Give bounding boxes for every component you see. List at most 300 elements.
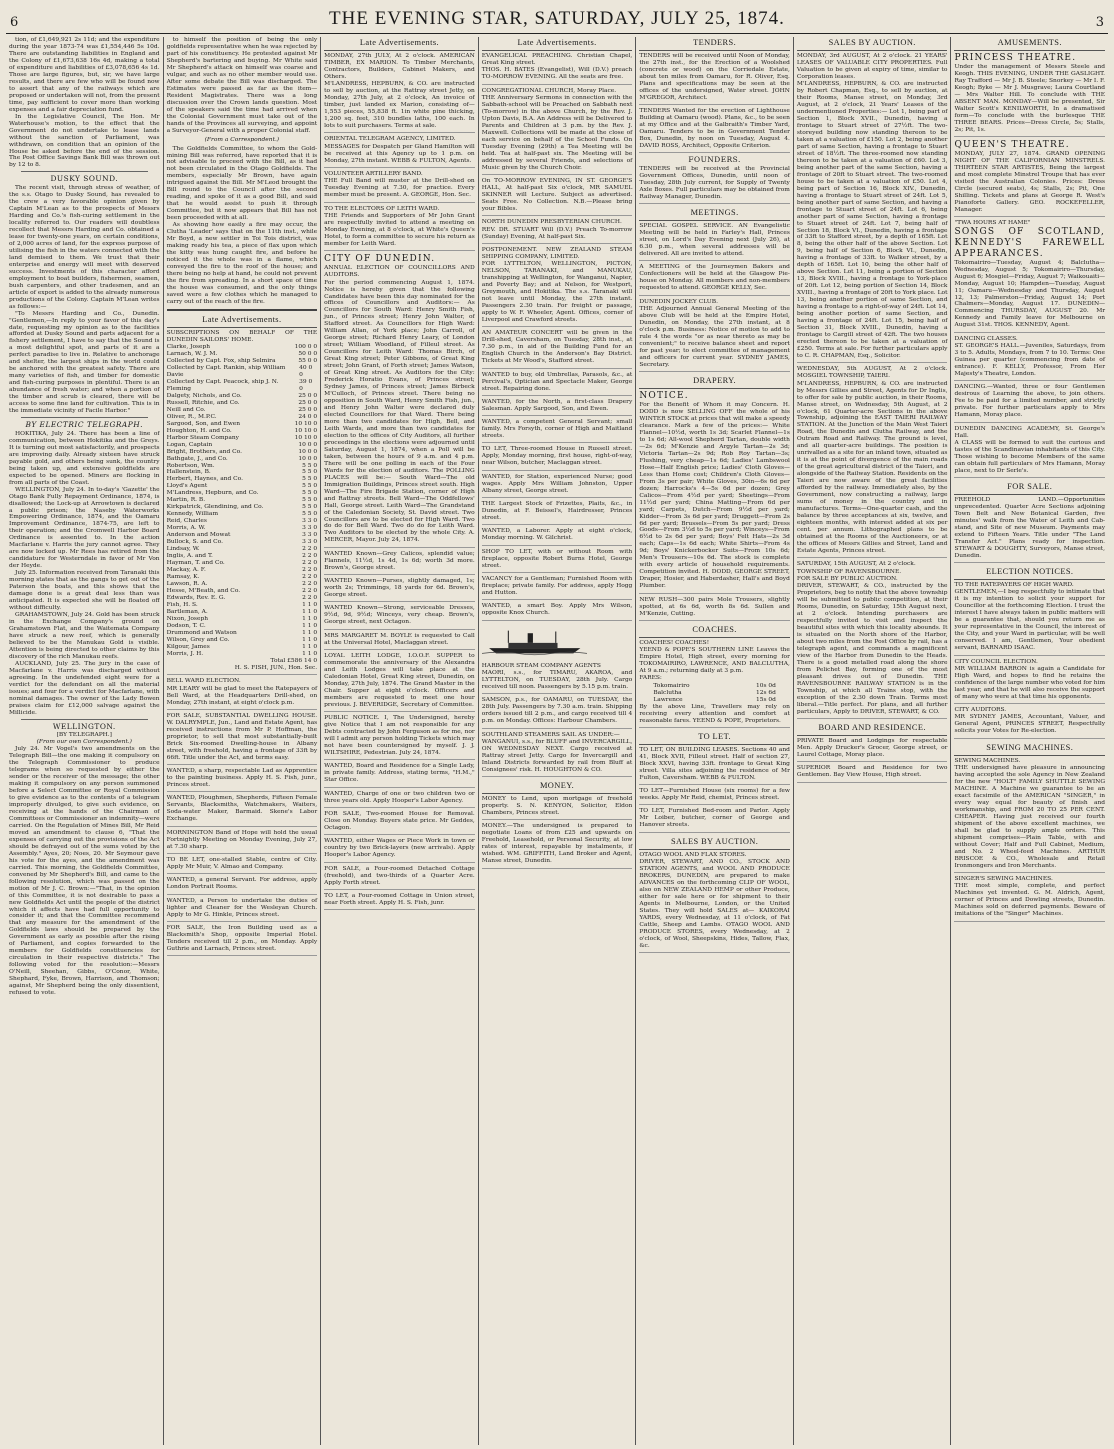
row-label: Hayman, T. and Co. <box>166 560 225 567</box>
masthead <box>6 8 1108 34</box>
ad-heading: DANCING CLASSES. <box>954 335 1018 342</box>
row-value: 10 0 0 <box>298 448 318 455</box>
table-row <box>167 651 318 658</box>
section-heading-sales: SALES BY AUCTION. <box>639 836 790 850</box>
ad-heading: HARBOUR STEAM COMPANY AGENTS <box>481 662 601 669</box>
small-advert <box>797 738 948 762</box>
table-row <box>167 400 318 407</box>
section-heading-coaches: COACHES. <box>639 624 790 638</box>
ad-body: WANTED, a general Servant. For address, apply London Portrait Rooms. <box>166 877 318 891</box>
row-label: M'Landress, Hepburn, and Co. <box>166 490 259 497</box>
row-label: Larnach, W. J. M. <box>166 351 218 358</box>
ad-body: TO LET, Three-roomed House in Russell street. Apply, Monday morning, first house, right-of-way, near Wilson, butcher, Maclaggan street. <box>481 446 633 467</box>
row-value: 3 3 0 <box>302 518 318 525</box>
section-heading-late-ads: Late Advertisements. <box>324 37 475 51</box>
row-label: Morris, J. H. <box>166 650 204 657</box>
row-label: Mackay, A. F. <box>166 567 206 574</box>
small-ads <box>324 551 475 650</box>
ad-body: LOYAL LEITH LODGE, I.O.O.F. SUPPER to commemorate the anniversary of the Alexandra and Leith Lodges will take place at the Caledonian Hotel, Great King street, Dunedin, on Monday, 27th July, 1874. The Grand Master in the Chair. Supper at eight o'clock. Officers and members are requested to meet one hour previous. J. BEVERIDGE, Secretary of Committee. <box>324 653 475 708</box>
telegram: July 24. Mr Vogel's two amendments on the Telegraph Bill—the one making it compulsory on the Telegraph Commissioner to produce telegrams when so requested by either the sender or the receiver of the message; the other making it compulsory on any person summoned before a Select Committee or Royal Commission to give evidence as to the contents of a telegram improperly divulged, to give such evidence, on receiving at the hands of the Chairman of Committees or Commissioner an indemnity—were carried. On the Regulation of Mines Bill, Mr Reid moved an amendment to clause 6, "That the expenses of carrying out the provisions of the Act should be defrayed out of the sums voted by the Assembly." Ayes, 20; Noes, 20. Mr Seymour gave his vote for the ayes, and the amendment was carried. This morning, the Goldfields Committee, convened by Mr Shepherd's Bill, and came to the following resolution, which was passed on the motion of Mr J. C. Brown:—"That, in the opinion of this Committee, it is not desirable to pass a new Goldfields Act until the people of the district which it affects have had full opportunity to consider it; and that the Committee recommend that any measure for the amendment of the Goldfields laws should be prepared by the Government as early as possible after the rising of Parliament, and copies forwarded to the members for Goldfields constituencies for circulation in their respective districts." The following voted for the resolution:—Messrs O'Neill, Sheehan, Gibbs, O'Conor, White, Shephard, Fyke, Brown, Harrison, and Thomson; against, Mr Shepherd being the only dissentient, refused to vote. <box>9 746 160 997</box>
small-advert <box>482 528 633 545</box>
ad-body: MR LEARY will be glad to meet the Ratepayers of Bell Ward, at the Headquarters Drill-shed, on Monday, 27th instant, at eight o'clock p.m. <box>166 685 318 706</box>
ad-body: THE Friends and Supporters of Mr John Grant are respectfully invited to attend a meeting on Monday Evening, at 8 o'clock, at White's Queen's Hotel, to form a committee to secure his return as member for Leith Ward. <box>324 213 475 247</box>
table-row <box>167 644 318 651</box>
ad-heading: CITY OF DUNEDIN. <box>324 254 436 265</box>
row-label: Lloyd's Agent <box>166 483 208 490</box>
row-label: Bullock, S. and Co. <box>166 539 223 546</box>
table-row <box>167 581 318 588</box>
ad-body: THE undersigned have pleasure in announcing having accepted the sole Agency in New Zealand for the new "HOLT" FAMILY SHUTTLE SEWING MACHINE. A Machine we guarantee to be an exact facsimile of the AMERICAN "SINGER," in every way equal for beauty of finish and workmanship, and FROM 20 TO 25 PER CENT. CHEAPER. Having just received our fourth shipment of the above excellent machines, we shall be glad to supply ample orders. This shipment comprises—Plain Table, with and without Cover; Half and Full Cabinet, Medium, and No. 2 Wheel-feed Machines. ARTHUR BRISCOE & CO., Wholesale and Retail Ironmongers and Iron Merchants. <box>954 765 1106 869</box>
ad-body: Tokomairiro—Tuesday, August 4; Balclutha—Wednesday, August 5; Tokomairiro—Thursday, August 6; Mosgiel—Friday, August 7; Waikouaiti—Monday, August 10; Hampden—Tuesday, August 11; Oamaru—Wednesday and Thursday, August 12, 13; Palmerston—Friday, August 14; Port Chalmers—Monday, August 17. DUNEDIN—Commencing THURSDAY, AUGUST 20. Mr Kennedy and Family leave for Melbourne on August 31st. THOS. KENNEDY, Agent. <box>954 259 1106 329</box>
section-heading-drapery: DRAPERY. <box>639 375 790 389</box>
advert-bell-ward <box>167 678 318 710</box>
ad-body: A CLASS will be formed to suit the curious and tastes of the Scandinavian inhabitants of this City. Those wishing to become Members of the same can obtain full particulars of Mrs Hamann, Moray place, next to Dr Serle's. <box>954 439 1106 474</box>
advert-amateur-concert <box>482 330 633 368</box>
ad-heading: SUBSCRIPTIONS ON BEHALF OF THE DUNEDIN SAILORS' HOME. <box>166 329 318 343</box>
row-label: Herbert, Haynes, and Co. <box>166 476 243 483</box>
row-value: 5 5 0 <box>302 490 318 497</box>
table-row <box>167 518 318 525</box>
ad-body: WANTED to buy, old Umbrellas, Parasols, &c., at Percival's, Optician and Spectacle Maker, George street. Repairing done. <box>481 371 633 392</box>
small-advert <box>167 877 318 894</box>
advert-high-ward <box>954 582 1105 655</box>
row-label: Harbor Steam Company <box>166 434 239 441</box>
row-label: Neill and Co. <box>166 406 206 413</box>
advert-ravensbourne <box>797 561 948 719</box>
row-value: 39 0 0 <box>299 378 313 392</box>
telegram: GRAHAMSTOWN, July 24. Gold has been struck in the Exchange Company's ground on Grahamstown Flat, and the Waitemata Company have struck a new reef, which is generally believed to be the Manukau Gold is visible. Attention is being directed to other claims by this discovery of the rich Manukau reefs. <box>9 612 160 660</box>
ad-body: SPECIAL GOSPEL SERVICE. AN Evangelistic Meeting will be held in Farley's Hall, Princes street, on Lord's Day Evening next (July 26), at 6.30 p.m., when several addresses will be delivered. All are invited to attend. <box>639 223 790 258</box>
ad-body: SAMSON, p.s., for OAMARU, on TUESDAY, the 28th July. Passengers by 7.30 a.m. train. Shipping orders issued till 2 p.m., and cargo received till 4 p.m. on Monday. Offices: Harbour Chambers. <box>481 697 633 725</box>
row-label: Hesse, M'Beath, and Co. <box>166 587 241 594</box>
ad-heading: MONDAY, 27th JULY, At 2 o'clock. AMERICAN TIMBER, EX MARION. To Timber Merchants, Contractors, Builders, Cabinet Makers, and Others. <box>324 52 475 80</box>
advert-congregational <box>482 88 633 175</box>
table-row <box>167 630 318 637</box>
ad-heading: TO THE ELECTORS OF LEITH WARD. <box>324 205 440 212</box>
row-label: Collected by Capt. Rankin, ship William Davie <box>166 364 286 378</box>
section-heading-dusky-sound: DUSKY SOUND. <box>50 174 119 184</box>
ad-subheading: TOWNSHIP OF RAVENSBOURNE. <box>796 568 902 575</box>
advert-dancing-academy <box>954 426 1105 479</box>
steamship-icon <box>482 627 587 657</box>
ad-body: WANTED, a sharp, respectable Lad as Apprentice to the painting business. Apply H. S. Fish, junr., Princes street. <box>166 768 318 789</box>
column-2 <box>164 37 322 1445</box>
ad-body: WANTED, Ploughmen, Shepherds, Fifteen Female Servants, Blacksmiths, Watchmakers, Waiters, Soda-water Maker, Barmaid. Skene's Labor Exchange. <box>166 795 318 823</box>
advert-dancing-wanted <box>954 384 1105 422</box>
row-value: 100 0 0 <box>294 344 318 351</box>
advert-house-sale <box>167 713 318 765</box>
row-label: Lawson, R. A. <box>166 580 208 587</box>
advert-st-georges-hall <box>482 178 633 216</box>
table-row <box>167 616 318 623</box>
table-row <box>167 483 318 490</box>
ad-body: DRIVER, STEWART, AND CO., STOCK AND STATION AGENTS, and WOOL AND PRODUCE BROKERS, DUNEDIN, are prepared to make ADVANCES on the forthcoming CLIP OF WOOL, also on NEW ZEALAND HEMP or other Produce, either for sale here or for shipment to their Agents in Melbourne, London, or the United States. They will hold SALES at— KAIKORAI YARDS, every Wednesday, at 11 o'clock, of Fat Cattle, Sheep and Lambs. OTAGO WOOL AND PRODUCE STORES, every Wednesday, at 2 o'clock, of Wool, Sheepskins, Hides, Tallow, Flax, &c. <box>639 859 790 949</box>
row-label: Inglis, A. and T. <box>166 553 213 560</box>
small-advert <box>482 372 633 396</box>
advert-city-election <box>324 254 475 548</box>
ad-heading: TO THE RATEPAYERS OF HIGH WARD. <box>954 582 1074 589</box>
ad-body: TO LET, Furnished Bed-room and Parlor. Apply Mr Loiber, butcher, corner of George and Hanover streets. <box>639 808 790 829</box>
section-heading-late-ads: Late Advertisements. <box>167 314 318 328</box>
row-value: 25 0 0 <box>298 392 318 399</box>
section-heading-election: ELECTION NOTICES. <box>954 566 1105 580</box>
table-row <box>167 539 318 546</box>
small-advert <box>482 446 633 470</box>
ad-body: YEEND & POPE'S SOUTHERN LINE Leaves the Empire Hotel, High street, every morning for TOKOMAIRIRO, LAWRENCE, AND BALCLUTHA, At 9 a.m.; returning daily at 3 p.m. <box>639 647 790 675</box>
row-label: Bathgate, J., and Co. <box>166 455 228 462</box>
row-label: Anderson and Mowat <box>166 532 231 539</box>
table-row <box>167 365 318 379</box>
telegram: HOKITIKA, July 24. There has been a line of communication, between Hokitika and the Greys. It is turning out most satisfactorily, and prospects are improving daily. Already sixteen have struck payable gold, and others being sunk, the country being taken up, and extensive goldfields are expected to be opened. Miners are flocking in from all parts of the Coast. <box>9 430 160 486</box>
table-row <box>167 351 318 358</box>
ad-body: SUPERIOR Board and Residence for two Gentlemen. Bay View House, High street. <box>796 765 948 779</box>
advert-harbour-steam <box>482 663 633 695</box>
table-row <box>167 442 318 449</box>
divider <box>21 417 148 418</box>
telegram: AUCKLAND, July 25. The jury in the case of Macfarlane v. Harris was discharged without agreeing. In the undefended eight were for a verdict for the defendant on all the material issues; and four for a verdict for Macfarlane, with nominal damages. The owner of the Lady Bowen praises claim for £12,000 salvage against the Millicide. <box>9 660 160 716</box>
row-value: 2 2 0 <box>302 560 318 567</box>
divider <box>167 309 318 311</box>
ad-body: WANGANUI, s.s., for BLUFF and INVERCARGILL, ON WEDNESDAY NEXT. Cargo received at Rattray street Jetty. Cargo for Invercargill and Inland Districts forwarded by rail from Bluff at Consignees' risk. H. HOUGHTON & CO. <box>481 738 633 773</box>
row-label: Dodson, T. C. <box>166 622 206 629</box>
row-label: Drummond and Watson <box>166 629 237 636</box>
fares-heading: FARES: <box>639 675 662 682</box>
ad-heading: EVANGELICAL PREACHING. Christian Chapel, Great King street. <box>481 52 633 66</box>
ad-body: MRS MARGARET M. BOYLE is requested to Call at the Universal Hotel, Maclaggan street. <box>324 632 475 646</box>
ad-heading: PRINCESS THEATRE. <box>954 52 1077 63</box>
ad-body: SHOP TO LET, with or without Room with fireplace, opposite Robert Burns Hotel, George street. <box>481 548 633 569</box>
small-advert <box>167 857 318 874</box>
article-para: to himself the position of being the only goldfields representative when he was rejected by part of his constituency. He protested against Mr Shepherd's bartering and buying. Mr White said Mr Shepherd's attack on himself was coarse and vulgar, and such as no other member would use. After some debate the Bill was discharged. The Estimates were passed as far as the item—Resident Magistrates. There was a long discussion over the Crown lands question. Most of the speakers said the time had arrived when the Colonial Government must take out of the hands of the Provinces all surveying, and appoint a Surveyor-General with a proper Colonial staff. <box>166 37 318 134</box>
advert-freehold <box>954 497 1105 563</box>
table-row <box>167 595 318 602</box>
table-row <box>167 344 318 351</box>
table-row <box>167 421 318 428</box>
table-row <box>167 449 318 456</box>
table-row <box>167 414 318 421</box>
small-advert <box>482 603 633 620</box>
small-advert <box>324 551 475 575</box>
ad-heading: CITY COUNCIL ELECTION. <box>954 658 1038 665</box>
table-row <box>167 637 318 644</box>
row-label: Houghton, H. and Co. <box>166 427 232 434</box>
ad-body: TO BE LET, one-stalled Stable, centre of City. Apply Mr Muir, V. Almao and Company. <box>166 857 318 871</box>
ad-subheading: FOR SALE BY PUBLIC AUCTION. <box>796 575 898 582</box>
row-label: Collected by Capt. Fox, ship Selmira <box>166 357 276 364</box>
advert-tender <box>639 108 790 153</box>
row-label: Kilgour, James <box>166 643 210 650</box>
small-advert <box>324 578 475 602</box>
ad-body: M'LANDRESS, HEPBURN, & CO. are instructed to sell by auction, at the Rattray street Jetty, on Monday, 27th July, at 2 o'clock, An invoice of timber, just landed ex Marion, consisting of—1,553 pieces, 55,838 ft. 1in white pine thicking, 1,200 sq. feet, 310 bundles laths, 100 each. In lots to suit purchasers. Terms at sale. <box>324 81 475 129</box>
advert-tender <box>639 53 790 105</box>
column-1 <box>6 37 164 1445</box>
row-label: Bright, Brothers, and Co. <box>166 448 242 455</box>
ad-heading: DUNEDIN DANCING ACADEMY, St. George's Hall. <box>954 425 1106 439</box>
ad-body: REV. DR. STUART Will (D.V.) Preach To-morrow (Sunday) Evening, At half-past Six. <box>481 226 633 240</box>
small-advert <box>324 791 475 808</box>
row-label: Collected by Capt. Peacock, ship J. N. Fleming <box>166 378 279 392</box>
ad-heading: CITY AUDITORS. <box>954 707 1007 714</box>
ad-body: VACANCY for a Gentleman; Furnished Room with fireplace; private family. For address, apply Hogg and Hutton. <box>481 576 633 596</box>
small-advert <box>482 474 633 498</box>
advert-loyal-leith-lodge <box>324 653 475 712</box>
ad-body: WANTED, Board and Residence for a Single Lady, in private family. Address, stating terms, "H.M.," Star Office. <box>324 763 475 784</box>
ad-body: By the above Line, Travellers may rely on receiving every attention and comfort at reasonable fares. YEEND & POPE, Proprietors. <box>639 703 790 724</box>
row-label: Sargood, Son, and Ewen <box>166 420 241 427</box>
ad-body: THE Anniversary Sermons in connection with the Sabbath-school will be Preached on Sabbath next (To-morrow) in the above Church, by the Rev. J. Upton Davis, B.A. An Address will be Delivered to Parents and Children at 3 p.m. by the Rev. J. Maxwell. Collections will be made at the close of each service on behalf of the School Funds. On Tuesday Evening (29th) a Tea Meeting will be held. Tea at half-past six. The Meeting will be addressed by several Friends, and selections of Music given by the Church Choir. <box>481 94 633 171</box>
row-label: Balclutha <box>653 689 682 696</box>
small-advert <box>167 795 318 826</box>
small-advert <box>797 765 948 782</box>
row-label: Morris, A. W. <box>166 525 206 532</box>
small-advert <box>482 419 633 443</box>
row-value: 50 0 0 <box>298 351 318 358</box>
row-label: Logan, Captain <box>166 441 213 448</box>
small-advert <box>324 605 475 629</box>
table-row <box>167 553 318 560</box>
row-value: 1 1 0 <box>302 622 318 629</box>
ad-body: FOR SALE, Two-roomed House for Removal. Close on Monday. Buyers state price. Mr Geddes, Octagon. <box>324 810 475 831</box>
ad-body: AN AMATEUR CONCERT will be given in the Drill-shed, Caversham, on Tuesday, 28th inst., at 7.30 p.m., in aid of the Building Fund for an English Church in the Anderson's Bay District. Tickets at Mr Wood's, Stafford street. <box>481 330 633 365</box>
article-para: The Goldfields Committee, to whom the Gold-mining Bill was referred, have reported that it is not advisable to proceed with the Bill, as it had not been circulated in the Otago Goldfields. The members, especially Mr Brown, have again intrigued against the Bill. Mr M'Leod brought the Bill round to the Council after the second reading, and spoke of it as a good Bill, and said that he would assist to push it through Committee, but it now appears that Bill has not been proceeded with at all. <box>166 145 318 222</box>
table-row <box>167 504 318 511</box>
table-row <box>167 490 318 497</box>
advert-new-rush <box>639 597 790 621</box>
ad-body: FOR LYTTELTON, WELLINGTON, PICTON, NELSON, TARANAKI, and MANUKAU, transhipping at Wellington, for Wanganui, Napier, and Poverty Bay; and at Nelson, for Westport, Greymouth, and Hokitika. The s.s. Taranaki will not leave until Monday, the 27th instant. Passengers 2.30 train. For freight or passage, apply to W. F. Wheeler, Agent. Offices, corner of Liverpool and Crawford streets. <box>481 261 633 323</box>
advert-volunteer-band <box>324 171 475 203</box>
row-value: 2 2 0 <box>302 567 318 574</box>
advert-timber-auction <box>324 53 475 133</box>
column-7 <box>951 37 1108 1445</box>
row-value: 3 3 0 <box>302 532 318 539</box>
row-label: Edwards, Rev. E. G. <box>166 594 226 601</box>
subscription-rows <box>167 344 318 658</box>
fares-table <box>639 683 790 704</box>
table-row <box>167 469 318 476</box>
table-row <box>167 609 318 616</box>
ad-body: WANTED, a Person to undertake the duties of lighter and Cleaner for the Wesleyan Church. Apply to Mr G. Hinkle, Princes street. <box>166 897 318 918</box>
ad-subheading: SONGS OF SCOTLAND, KENNEDY'S FAREWELL APPEARANCES. <box>954 227 1106 259</box>
ad-body: M'LANDRESS, HEPBURN, & CO. are instructed by Messrs Gillies and Street, Agents for Dr Inglis, to offer for sale by public auction, in their Rooms, Manse street, on Wednesday, 5th August, at 2 o'clock, 61 Quarter-acre Sections in the above Township, adjoining the EAST TAIERI RAILWAY STATION. At the Junction of the Main West Taieri Road, the Dunedin and Clutha Railway, and the Outram Road and Railway. The ground is level, and all quarter-acre buildings. The position is unrivalled as a site for an inland town, situated as it is at the point of divergence of the main roads of the great agricultural district of the Taieri, and alongside of the Railway Station. Residents on the Taieri are now aware of the great facilities afforded by the railway. Immediately also, by the Government, now constructing a railway, large sums of money in the country and in manufactures. Terms—One-quarter cash, and the balance by three acceptances at six, twelve, and eighteen months, with interest added at six per cent. per annum. Lithographed plans to be obtained at the Rooms of the Auctioneers, or at the offices of Messrs Gillies and Street, Land and Estate Agents, Princes street. <box>796 380 948 554</box>
ad-heading: NOTICE. <box>639 391 689 402</box>
small-ads <box>324 763 475 910</box>
columns <box>6 37 1108 1445</box>
section-heading-for-sale: FOR SALE. <box>954 481 1105 495</box>
page-number-right: 3 <box>1095 15 1104 30</box>
row-value: 5 5 0 <box>302 497 318 504</box>
advert-presbyterian <box>482 219 633 244</box>
advert-singer <box>954 876 1105 922</box>
divider <box>21 719 148 720</box>
row-value: 2 2 0 <box>302 553 318 560</box>
ad-heading: OTAGO WOOL AND FLAX STORES. <box>639 851 747 858</box>
ad-heading: SATURDAY, 15th AUGUST, At 2 o'clock. <box>796 561 916 568</box>
row-value: 5 5 0 <box>302 511 318 518</box>
row-label: Lindsay, W. <box>166 546 200 553</box>
row-label: Fish, H. S. <box>166 601 198 608</box>
section-heading-wellington: WELLINGTON. <box>52 721 116 731</box>
ad-heading: SINGER'S SEWING MACHINES. <box>954 875 1053 882</box>
small-advert <box>482 399 633 416</box>
divider <box>21 171 148 172</box>
row-value: 10 10 0 <box>294 427 318 434</box>
ad-body: MONEY to Lend, upon mortgage of freehold property. S. N. KENYON, Solicitor, Eldon Chambers, Princes street. <box>481 796 633 816</box>
row-value: 1 1 0 <box>302 608 318 615</box>
row-value: 25 0 0 <box>298 406 318 413</box>
row-label: Hallenstein, B. <box>166 469 211 476</box>
advert-otago-wool <box>639 852 790 953</box>
ad-body: WANTED Known—Purses, slightly damaged, 1s; worth 2s; Trimmings, 18 yards for 6d. Brown's, George street. <box>324 578 475 599</box>
ad-heading: CONGREGATIONAL CHURCH, Moray Place. <box>481 87 617 94</box>
row-label: Tokomairiro <box>653 682 690 689</box>
small-advert <box>639 808 790 832</box>
section-heading-money: MONEY. <box>482 780 633 794</box>
row-value: 10 10 0 <box>294 434 318 441</box>
row-value: 15s 0d <box>755 696 776 703</box>
newspaper-title: THE EVENING STAR, SATURDAY, JULY 25, 1874. <box>329 8 785 29</box>
ad-body: THE Largest Stock of Frizettes, Plaits, &c., in Dunedin, at F. Beissel's, Hairdresser, Princes street. <box>481 501 633 522</box>
column-4 <box>479 37 637 1445</box>
ad-body: MR WILLIAM BARRON is again a Candidate for High Ward, and hopes to find he retains the confidence of the large number who voted for him last year, and that he will also receive the support of many who were at that time his opponents. <box>954 665 1106 700</box>
subscription-total: Total £586 14 0 <box>270 657 318 664</box>
ad-body: MONDAY, JULY 27, 1874. GRAND OPENING NIGHT OF THE CALIFORNIAN MINSTRELS. THIRTEEN STAR ARTISTES, Being the largest and most complete Minstrel Troupe that has ever visited the Australian Colonies. Prices: Dress Circle (secured seats), 4s; Stalls, 2s; Pit, One Shilling. Tickets and plans at George R. West's Pianoforte Gallery. GEO. ROCKEFELLER, Manager. <box>954 150 1106 213</box>
ad-body: DRIVER, STEWART, & CO., instructed by the Proprietors, beg to notify that the above township will be submitted to public competition, at their Rooms, Dunedin, on Saturday, 15th August next, at 2 o'clock. Intending purchasers are respectfully invited to visit and inspect the beautiful sites with which this locality abounds. It is situated on the North shore of the Harbor, about two miles from the Post Office by rail, has a telegraph agent, and commands a magnificent view of the Harbor from Dunedin to the Heads. There is a good metalled road along the shore from Pelichet Bay, forming one of the most pleasant drives out of Dunedin. THE RAVENSBOURNE RAILWAY STATION is in the Township, at which all Trains stop, with the exception of the 2.30 down Train. Terms most liberal.—Title perfect. For plans, and all further particulars, Apply to DRIVER, STEWART, & CO. <box>796 583 948 715</box>
ad-heading: SEWING MACHINES. <box>954 757 1021 764</box>
table-row <box>653 683 776 690</box>
ad-body: WANTED Known—Grey Calicos, splendid value; Flannels, 11½d, 1s 4d, 1s 6d; worth 3d more. Brown's, George street. <box>324 550 475 571</box>
ad-body: GENTLEMEN,—I beg respectfully to intimate that it is my intention to solicit your support for Councillor at the forthcoming Election. I trust the interest I have always taken in public matters will be a guarantee that, should you return me as your representative in the Council, the interest of the City, and your Ward in particular, will be well conserved. I am, Gentlemen, Your obedient servant, BARNARD ISAAC. <box>954 589 1106 652</box>
advert-meeting <box>639 264 790 295</box>
advert-evangelical <box>482 53 633 85</box>
ad-body: On TO-MORROW EVENING, IN ST. GEORGE'S HALL, At half-past Six o'clock, MR SAMUEL SKINNER will Lecture. Subject as advertised. Seats Free. No Collection. N.B.—Please bring your Bibles. <box>481 177 633 212</box>
row-label: Kennedy, William <box>166 511 219 518</box>
ad-body: For the period commencing August 1, 1874. Notice is hereby given that the following Candidates have been this day nominated for the offices of Councillors and Auditors:— As Councillors for South Ward: Henry Smith Fish, jun., of Princes street; Henry John Walter, of Stafford street. As Councillors for High Ward: William Allan, of York place; John Carroll, of George street; Richard Henry Leary, of London street; William Woodland, of Filleul street. As Councillors for Leith Ward: Thomas Birch, of Great King street; Peter Gibbons, of Great King street; John Grant, of Forth street; James Watson, of Great King street. As Auditors for the City: Frederick Horatio Evans, of Princes street; Sydney James, of Princes street; James Birbeck M'Culloch, of Princes street. There being no opposition in South Ward, Henry Smith Fish, jun., and Henry John Walter were declared duly elected Councillors for that Ward. There being more than two candidates for High, Bell, and Leith Wards, and more than two candidates for election to the offices of City Auditors, all further proceedings in the elections were adjourned until Saturday, August 1, 1874, when a Poll will be taken, between the hours of 9 a.m. and 4 p.m. There will be one polling in each of the Four Wards for the election of auditors. The POLLING PLACES will be:— South Ward—The old Immigration Buildings, Princes street south. High Ward—The Fire Brigade Station, corner of High and Rattray streets. Bell Ward—The Oddfellows' Hall, George street. Leith Ward—The Grandstand of the Caledonian Society, St. David street. Two Councillors are to be elected for High Ward. Two do do for Bell Ward. Two do do for Leith Ward. Two Auditors to be elected by the whole City. A. MERCER, Mayor. July 24, 1874. <box>324 279 475 544</box>
ad-heading: COACHES! COACHES! <box>639 639 710 646</box>
table-row <box>167 602 318 609</box>
row-label: Russell, Ritchie, and Co. <box>166 399 240 406</box>
row-value: 40 0 0 <box>299 364 313 378</box>
column-3 <box>321 37 479 1445</box>
row-value: 5 5 0 <box>302 483 318 490</box>
article-para: The recent visit, through stress of weather, of the s.s. Otago to Dusky Sound, has revealed to the crew a very favorable opinion given by Captain M'Lean as to the prospects of Messrs Harding and Co.'s fish-curing settlement in the locality referred to. Our readers will doubtless recollect that Messrs Harding and Co. obtained a lease for twenty-one years, on certain conditions, of 2,000 acres of land, for the express purpose of utilising the fish in the waters connected with the land demised to them. We trust that their enterprise and energy will meet with deserved success. Investments of this character afford employment to boat builders, fishermen, seamen, bush carpenters, and other tradesmen, and an article of export is added to the already numerous productions of the Colony. Captain M'Lean writes as follows:— <box>9 185 160 310</box>
small-ads <box>639 747 790 833</box>
small-advert <box>324 633 475 650</box>
row-value: 1 1 0 <box>302 636 318 643</box>
row-value: 24 0 0 <box>298 413 318 420</box>
table-row <box>167 358 318 365</box>
ad-body: DANCING.—Wanted, three or four Gentlemen desirous of Learning the above, to join others. Fee to be paid for a limited number, and strictly private. For further particulars apply to Mrs Hamann, Moray place. <box>954 384 1106 419</box>
small-advert <box>482 796 633 820</box>
ad-body: M'LANDRESS, HEPBURN, & CO. are instructed by Robert Chapman, Esq., to sell by auction, at their Rooms, Manse street, on Monday, 3rd August, at 2 o'clock, 21 Years' Leases of the undermentioned Properties:— Lot 1, being part of Section 1, Block XVII., Dunedin, having a frontage to Stuart street of 27½ft. The two-storeyed building now standing thereon to be taken at a valuation of £150. Lot 2, being another part of same Section, having a frontage to Stuart street of 18½ft. The three-roomed now standing thereon to be taken at a valuation of £60. Lot 3, being another part of the same Section, having a frontage of 20ft to Stuart street. The two-roomed house to be taken at a valuation of £50. Lot 4, being part of Section 16, Block XIV., Dunedin, having a frontage to Stuart street of 24ft. Lot 5, being another part of same Section, and having a frontage to Stuart street of 24ft. Lot 6, being another part of same Section, having a frontage to Stuart street of 24ft. Lot 7, being half of Section 18, Block VI., Dunedin, having a frontage of 33ft to Stafford street, by a depth of 165ft. Lot 8, being the other half of the above Section. Lot 9, being half of Section 6, Block VI., Dunedin, having a frontage of 33ft. to Walker street, by a depth of 165ft. Lot 10, being the other half of above Section. Lot 11, being a portion of Section 13, Block XVIII., having a frontage to York-place of 20ft. Lot 12, being portion of Section 14, Block XVIII., having a frontage of 20ft to York place. Lot 13, being another portion of same Section, and having a frontage to a right-of-way of 24ft. Lot 14, being another portion of same Section, and having a frontage of 24ft. Lot 15, being half of Section 31, Block XVIII., Dunedin, having a frontage to Cargill street of 42ft. The two houses erected thereon to be taken at a valuation of £250. Terms at sale. For further particulars apply to C. R. CHAPMAN, Esq., Solicitor. <box>796 81 948 359</box>
row-value: 5 5 0 <box>302 504 318 511</box>
row-value: 10 10 0 <box>294 420 318 427</box>
row-label: Dalgety, Nichols, and Co. <box>166 392 242 399</box>
row-label: Wilson, Grey and Co. <box>166 636 230 643</box>
row-value: 5 5 0 <box>302 469 318 476</box>
row-value: 2 2 0 <box>302 587 318 594</box>
small-ads <box>797 738 948 783</box>
row-value: 10 0 0 <box>298 441 318 448</box>
table-row <box>167 379 318 393</box>
table-row <box>167 560 318 567</box>
row-value: 5 5 0 <box>302 462 318 469</box>
small-advert <box>482 501 633 525</box>
small-advert <box>324 866 475 890</box>
ad-heading: QUEEN'S THEATRE. <box>954 139 1070 150</box>
advert-meeting <box>639 223 790 261</box>
ad-body: FOR SALE, a Four-roomed Detached Cottage (freehold), and two-thirds of a Quarter Acre. Apply Forth street. <box>324 865 475 886</box>
small-advert <box>482 549 633 573</box>
advert-auditors <box>954 707 1105 739</box>
ad-body: TO LET, ON BUILDING LEASES. Sections 40 and 41, Block XVII, Filleul street. Half of section 27, Block XXVI, having 33ft. frontage to Great King street. Villa sites adjoining the residence of Mr Fulton, Caversham. WEBB & FULTON. <box>639 746 790 781</box>
ad-heading: MONDAY, 3rd AUGUST, At 2 o'clock. 21 YEARS' LEASES OF VALUABLE CITY PROPERTIES. Full Valuation to be given at expiry of time, similar to Corporation leases. <box>796 52 948 80</box>
ad-body: TENDERS will be received at the Provincial Government Offices, Dunedin, until noon of Tuesday, 28th July current, for Supply of Twenty Axle Boxes. Full particulars may be obtained from Railway Manager, Dunedin. <box>639 166 790 200</box>
ad-body: THOS. H. BATES (Evangelist), Will (D.V.) preach TO-MORROW EVENING. All the seats are free. <box>481 67 633 81</box>
row-value: 2 2 0 <box>302 594 318 601</box>
section-heading-telegraph: BY ELECTRIC TELEGRAPH. <box>25 420 144 430</box>
row-label: Bartleman, A. <box>166 608 208 615</box>
ad-body: THE most simple, complete, and perfect Machines yet invented. G. M. Aldrich, Agent, corner of Princes and Dowling streets, Dunedin. Machines sold on deferred payments. Beware of imitations of the "Singer" Machines. <box>954 883 1106 918</box>
row-value: 12s 6d <box>755 689 776 696</box>
row-label: Lawrence <box>653 696 683 703</box>
advert-dancing-classes <box>954 336 1105 382</box>
advert-mosgiel-township <box>797 366 948 558</box>
small-advert <box>324 893 475 910</box>
ad-body: WANTED, a smart Boy. Apply Mrs Wilson, opposite Knox Church. <box>481 603 633 617</box>
table-row <box>167 511 318 518</box>
ad-body: FREEHOLD LAND.—Opportunities unprecedented. Quarter Acre Sections adjoining Town Belt and New Botanical Garden, five minutes' walk from the Water of Leith and Cab-stand, and Site of new Museum. Payments may extend to Fifteen Years. Title under "The Land Transfer Act." Plans ready for inspection. STEWART & DOUGHTY, Surveyors, Manse street, Dunedin. <box>954 497 1106 559</box>
ad-heading: SOUTHLAND STEAMERS SAIL AS UNDER:— <box>481 731 620 738</box>
article-para: In the Legislative Council, The Hon. Mr Waterhouse's motion, to the effect that the Government do not undertake to lease lands without the sanction of Parliament, was withdrawn, on condition that an opinion of the House be asked before the end of the session. The Post Office Savings Bank Bill was thrown out by 12 to 8. <box>9 113 160 169</box>
table-row <box>167 588 318 595</box>
table-row <box>167 393 318 400</box>
section-heading-to-let: TO LET. <box>639 731 790 745</box>
ad-body: Under the management of Messrs Steele and Keogh. THIS EVENING, UNDER THE GASLIGHT. Ray Trafford — Mr J. B. Steele; Snorkey — Mr I. F. Keogh; Byke — Mr J. Musgrave; Laura Courtland — Mrs Walter Hill. To conclude with THE ABSENT MAN. MONDAY—Will be presented, Sir Walter Scott's KENILWORTH, In a dramatised form—To conclude with the burlesque THE THREE BEARS. Prices—Dress Circle, 5s; Stalls, 2s; Pit, 1s. <box>954 63 1106 133</box>
ad-body: MESSAGES for Despatch per Gland Hamilton will be received at this Agency up to 1 p.m. on Monday, 27th instant. WEBB & FULTON, Agents. <box>324 143 475 164</box>
ad-heading: VOLUNTEER ARTILLERY BAND. <box>324 171 423 177</box>
ad-body: TENDERS will be received until Noon of Monday, the 27th inst., for the Erection of a Woolshed (concrete or wood) on the Corriedale Estate, about ten miles from Oamaru, for R. Oliver, Esq. Plans and specifications may be seen at the offices of the undersigned, Water street. JOHN M'GREGOR, Architect. <box>639 52 790 101</box>
row-label: Oliver, R., M.P.C. <box>166 413 217 420</box>
table-row <box>167 567 318 574</box>
ad-body: ST. GEORGE'S HALL.—Juveniles, Saturdays, from 3 to 5. Adults, Mondays, from 7 to 10. Terms: One Guinea per quarter (commencing from date of entrance). F. KELLY, Professor, From Her Majesty's Theatre, London. <box>954 343 1106 377</box>
row-value: 10s 0d <box>755 682 776 689</box>
article-para: tion, of £1,649,921 2s 11d; and the expenditure during the year 1873-74 was £1,554,446 5s 10d. There are outstanding liabilities in England and the Colony of £1,673,638 16s 4d, making a total of expenditure and liabilities of £3,078,656 4s 1d. Those are large figures, but, sir, we have large results, and there are few who will be found now to assert that any of the railways which are proposed or undertaken will not, from the present time, pay sufficient to cover more than working expenses and a fair depreciation fund. <box>9 37 160 113</box>
ad-body: MR SYDNEY JAMES, Accountant, Valuer, and General Agent, PRINCES STREET, Respectfully solicits your Votes for Re-election. <box>954 714 1106 735</box>
small-advert <box>167 925 318 956</box>
row-value: 2 2 0 <box>302 546 318 553</box>
page-number-left: 6 <box>10 15 19 30</box>
row-label: Clarke, Joseph <box>166 344 211 351</box>
ad-heading: "TWA HOURS AT HAME" <box>954 220 1031 227</box>
ad-heading: WEDNESDAY, 5th AUGUST, At 2 o'clock. MOSGIEL TOWNSHIP, TAIERI. <box>796 366 948 380</box>
small-advert <box>167 898 318 922</box>
column-5 <box>636 37 794 1445</box>
advert-oriental-telegram <box>324 136 475 168</box>
ad-subheading: ANNUAL ELECTION OF COUNCILLORS AND AUDITORS. <box>324 265 475 279</box>
ad-body: FOR SALE, the Iron Building used as a Blacksmith's Shop, opposite Imperial Hotel. Tenders received till 2 p.m., on Monday. Apply Guthrie and Larnach, Princes street. <box>166 925 318 952</box>
table-row <box>653 697 776 704</box>
section-heading-amusements: AMUSEMENTS. <box>954 37 1105 51</box>
section-heading-sales: SALES BY AUCTION. <box>797 37 948 51</box>
table-row <box>167 435 318 442</box>
section-heading-sewing: SEWING MACHINES. <box>954 742 1105 756</box>
column-6 <box>794 37 952 1445</box>
section-heading-late-ads: Late Advertisements. <box>482 37 633 51</box>
row-value: 2 2 0 <box>302 580 318 587</box>
row-value: 1 1 0 <box>302 629 318 636</box>
small-advert <box>482 823 633 868</box>
table-row <box>167 546 318 553</box>
